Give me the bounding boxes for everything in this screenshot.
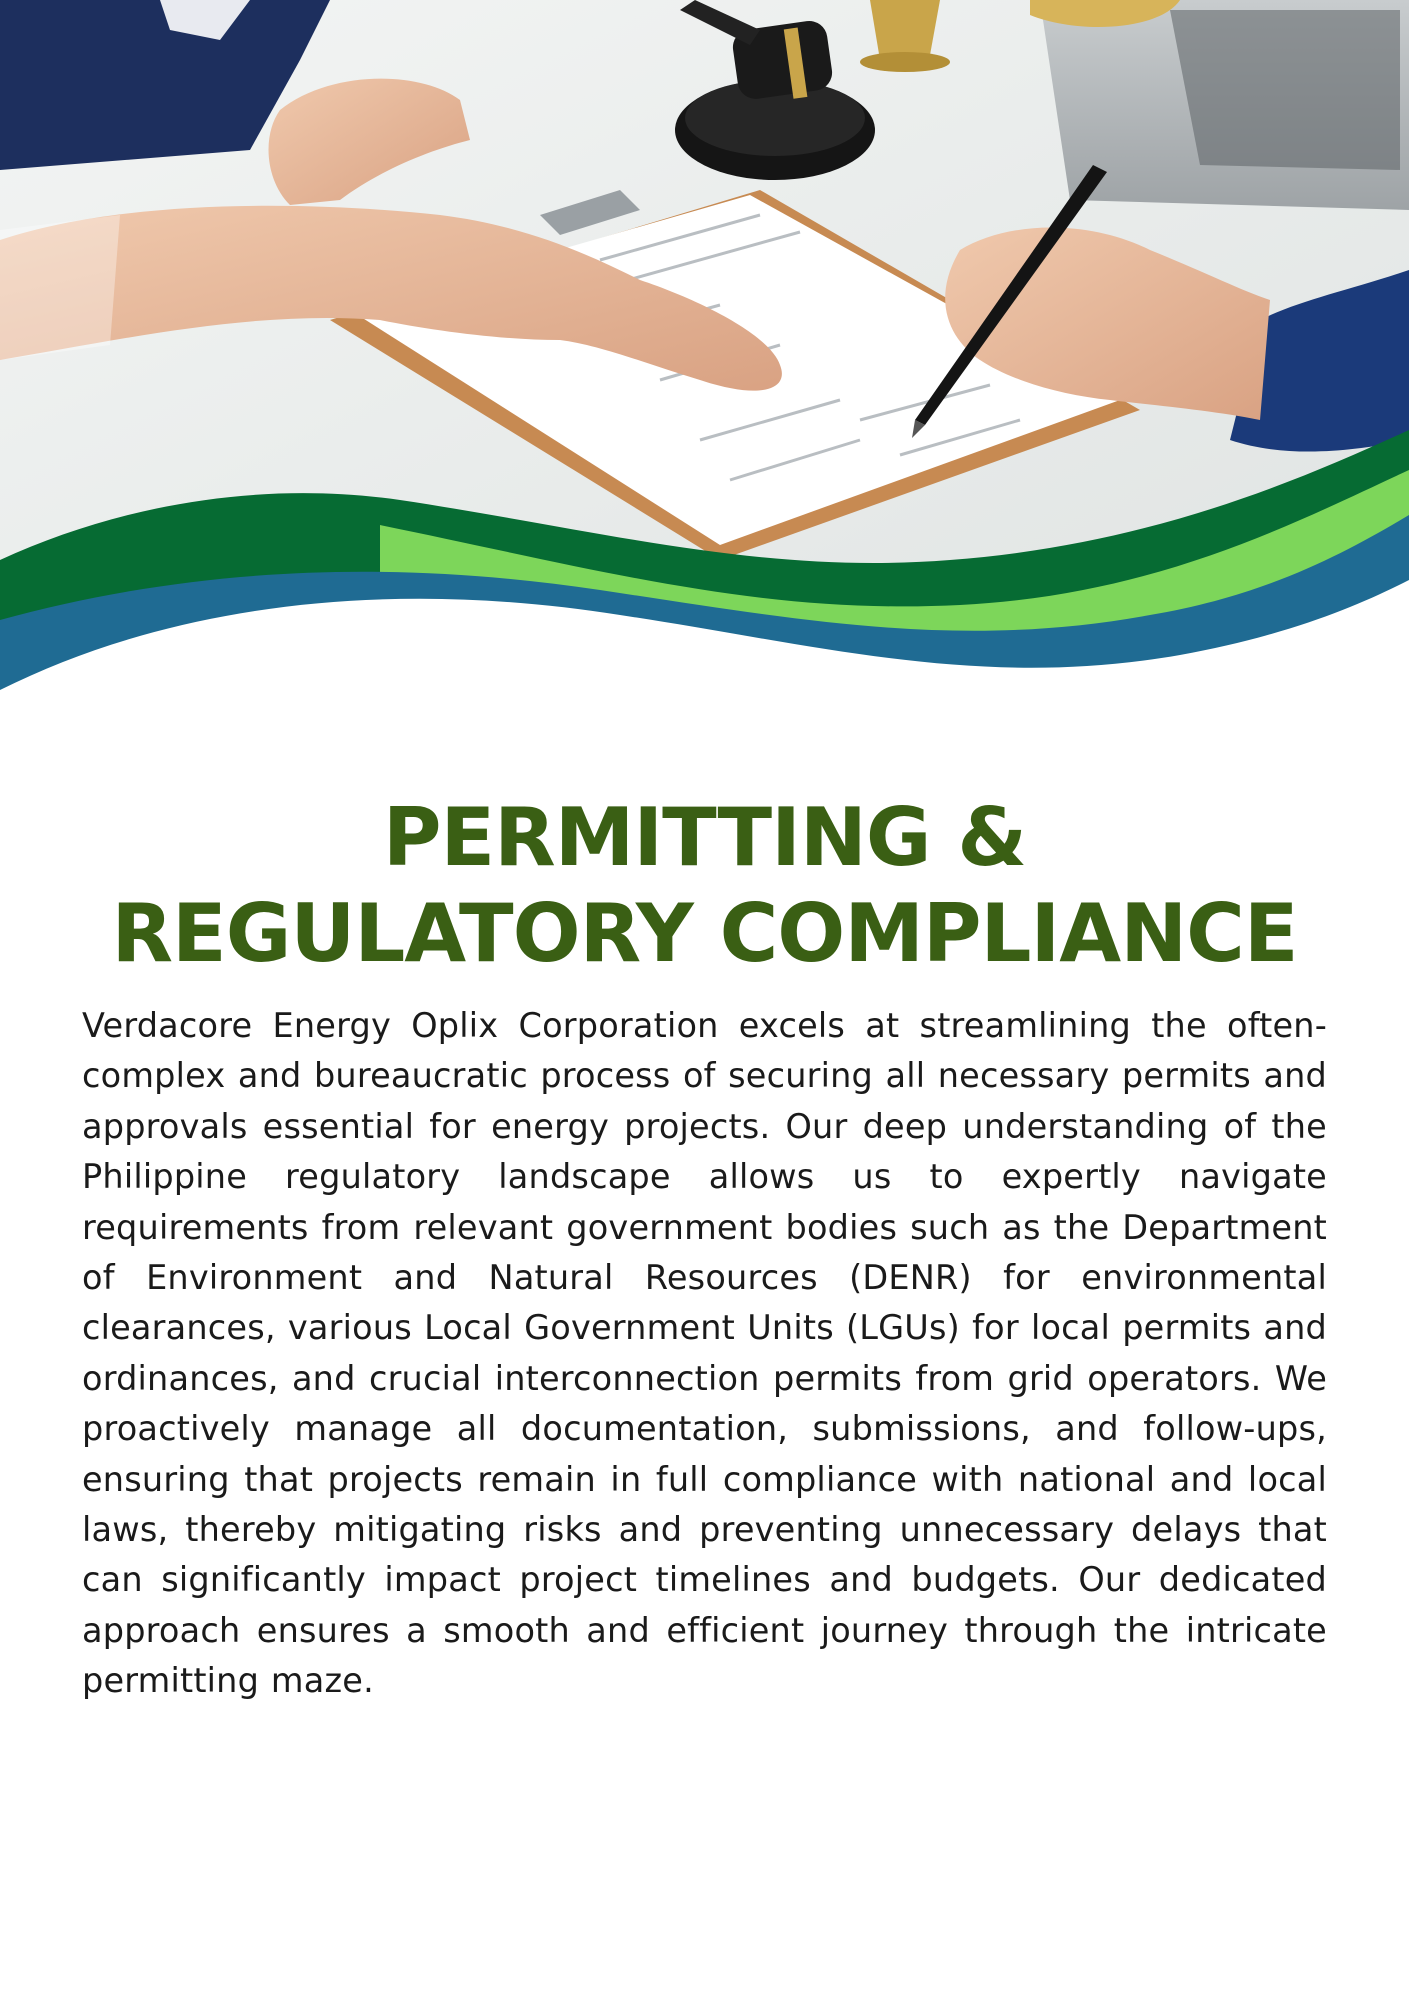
body-paragraph: Verdacore Energy Oplix Corporation excels at streamlining the often-complex and bureaucratic process of securing all necessary permits and approvals essential for energy projects. Our deep understanding of the Philippine regulatory landscape allows us to expertly navigate requirements from relevant government bodies such as the Department of Environment and Natural Resources (DENR) for environmental clearances, various Local Government Units (LGUs) for local permits and ordinances, and crucial interconnection permits from grid operators. We proactively manage all documentation, submissions, and follow-ups, ensuring that projects remain in full compliance with national and local laws, thereby mitigating risks and preventing unnecessary delays that can significantly impact project timelines and budgets. Our dedicated approach ensures a smooth and efficient journey through the intricate permitting maze. [82,1006,1327,1701]
title-line-1: PERMITTING & [382,791,1027,884]
legal-signing-photo [0,0,1409,700]
title-line-2: REGULATORY COMPLIANCE [111,887,1298,980]
justice-scale-base [860,52,950,72]
left-sleeve [0,215,120,360]
page-title [60,790,1349,982]
justice-scale [870,0,940,60]
hero-image [0,0,1409,700]
laptop-keyboard [1170,10,1400,170]
